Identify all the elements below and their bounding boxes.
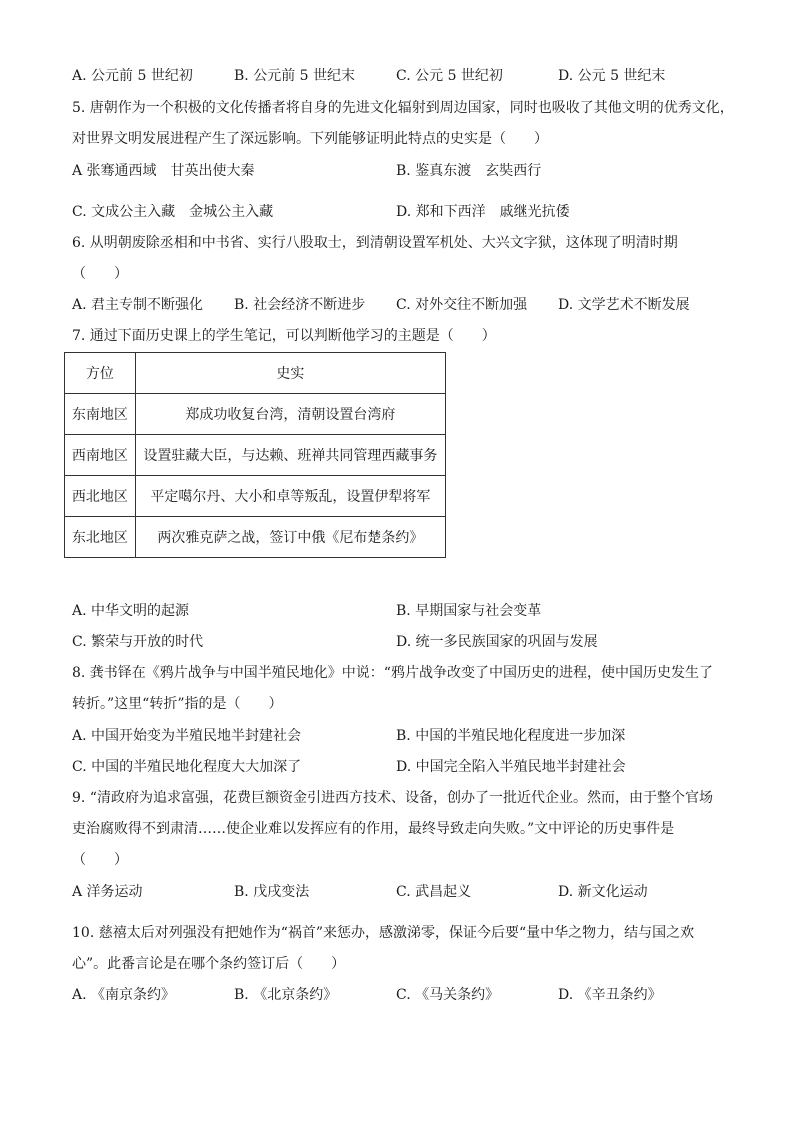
q7-stem: 7. 通过下面历史课上的学生笔记，可以判断他学习的主题是（ ）	[72, 328, 496, 344]
table-cell-fact: 设置驻藏大臣，与达赖、班禅共同管理西藏事务	[135, 435, 445, 476]
q9-options	[72, 883, 732, 901]
q10-option-c: C. 《马关条约》	[396, 987, 500, 1003]
table-cell-region: 西南地区	[65, 435, 136, 476]
table-cell-region: 东北地区	[65, 517, 136, 558]
q10-stem-line2: 心”。此番言论是在哪个条约签订后（ ）	[72, 956, 346, 972]
q7-options-row1	[72, 602, 732, 620]
q4-options	[72, 67, 732, 85]
q8-option-b: B. 中国的半殖民地化程度进一步加深	[396, 728, 626, 744]
table-header-row	[65, 353, 446, 394]
table-cell-fact: 平定噶尔丹、大小和卓等叛乱，设置伊犁将军	[135, 476, 445, 517]
q5-stem-line1: 5. 唐朝作为一个积极的文化传播者将自身的先进文化辐射到周边国家，同时也吸收了其他文明的优秀文化，	[72, 100, 734, 116]
table-cell-region: 西北地区	[65, 476, 136, 517]
q9-option-c: C. 武昌起义	[396, 884, 472, 900]
q6-options	[72, 296, 732, 314]
q4-option-b: B. 公元前 5 世纪末	[234, 68, 355, 84]
q7-option-d: D. 统一多民族国家的巩固与发展	[396, 634, 598, 650]
q7-options-row2	[72, 633, 732, 651]
q5-option-c: C. 文成公主入藏 金城公主入藏	[72, 204, 274, 220]
q10-option-b: B. 《北京条约》	[234, 987, 338, 1003]
q9-stem-line3: （ ）	[72, 852, 128, 868]
q4-option-d: D. 公元 5 世纪末	[558, 68, 666, 84]
q8-option-d: D. 中国完全陷入半殖民地半封建社会	[396, 759, 626, 775]
table-row	[65, 476, 446, 517]
table-cell-region: 东南地区	[65, 394, 136, 435]
q5-option-a: A 张骞通西域 甘英出使大秦	[72, 163, 255, 179]
q8-options-row1	[72, 727, 732, 745]
q7-notes-table	[64, 352, 446, 558]
table-header-facts: 史实	[135, 353, 445, 394]
q9-option-b: B. 戊戌变法	[234, 884, 310, 900]
q6-stem-line1: 6. 从明朝废除丞相和中书省、实行八股取士，到清朝设置军机处、大兴文字狱，这体现了明清时期	[72, 235, 678, 251]
q4-option-a: A. 公元前 5 世纪初	[72, 68, 193, 84]
table-cell-fact: 两次雅克萨之战，签订中俄《尼布楚条约》	[135, 517, 445, 558]
q9-option-a: A 洋务运动	[72, 884, 143, 900]
q9-stem-line2: 吏治腐败得不到肃清……使企业难以发挥应有的作用，最终导致走向失败。”文中评论的历史事件是	[72, 821, 675, 837]
q6-option-d: D. 文学艺术不断发展	[558, 297, 690, 313]
q10-option-d: D. 《辛丑条约》	[558, 987, 662, 1003]
table-row	[65, 394, 446, 435]
q5-option-b: B. 鉴真东渡 玄奘西行	[396, 163, 542, 179]
q4-option-c: C. 公元 5 世纪初	[396, 68, 503, 84]
q9-stem-line1: 9. “清政府为追求富强，花费巨额资金引进西方技术、设备，创办了一批近代企业。然而，由于整个官场	[72, 790, 713, 806]
q8-stem-line2: 转折。”这里“转折”指的是（ ）	[72, 696, 283, 712]
q5-stem-line2: 对世界文明发展进程产生了深远影响。下列能够证明此特点的史实是（ ）	[72, 131, 548, 147]
q5-options-row1	[72, 162, 732, 180]
q7-option-b: B. 早期国家与社会变革	[396, 603, 542, 619]
q8-options-row2	[72, 758, 732, 776]
q5-options-row2	[72, 203, 732, 221]
q10-options	[72, 986, 732, 1004]
q6-stem-line2: （ ）	[72, 266, 128, 282]
q5-option-d: D. 郑和下西洋 戚继光抗倭	[396, 204, 570, 220]
q6-option-a: A. 君主专制不断强化	[72, 297, 204, 313]
table-cell-fact: 郑成功收复台湾，清朝设置台湾府	[135, 394, 445, 435]
q8-option-a: A. 中国开始变为半殖民地半封建社会	[72, 728, 302, 744]
q9-option-d: D. 新文化运动	[558, 884, 648, 900]
q6-option-b: B. 社会经济不断进步	[234, 297, 366, 313]
q6-option-c: C. 对外交往不断加强	[396, 297, 528, 313]
table-row	[65, 517, 446, 558]
table-header-direction: 方位	[65, 353, 136, 394]
q8-stem-line1: 8. 龚书铎在《鸦片战争与中国半殖民地化》中说：“鸦片战争改变了中国历史的进程，使中国历史发生了	[72, 665, 713, 681]
q7-option-c: C. 繁荣与开放的时代	[72, 634, 204, 650]
table-row	[65, 435, 446, 476]
q8-option-c: C. 中国的半殖民地化程度大大加深了	[72, 759, 302, 775]
q7-option-a: A. 中华文明的起源	[72, 603, 190, 619]
q10-stem-line1: 10. 慈禧太后对列强没有把她作为“祸首”来惩办，感激涕零，保证今后要“量中华之物力，结与国之欢	[72, 925, 695, 941]
q10-option-a: A. 《南京条约》	[72, 987, 176, 1003]
